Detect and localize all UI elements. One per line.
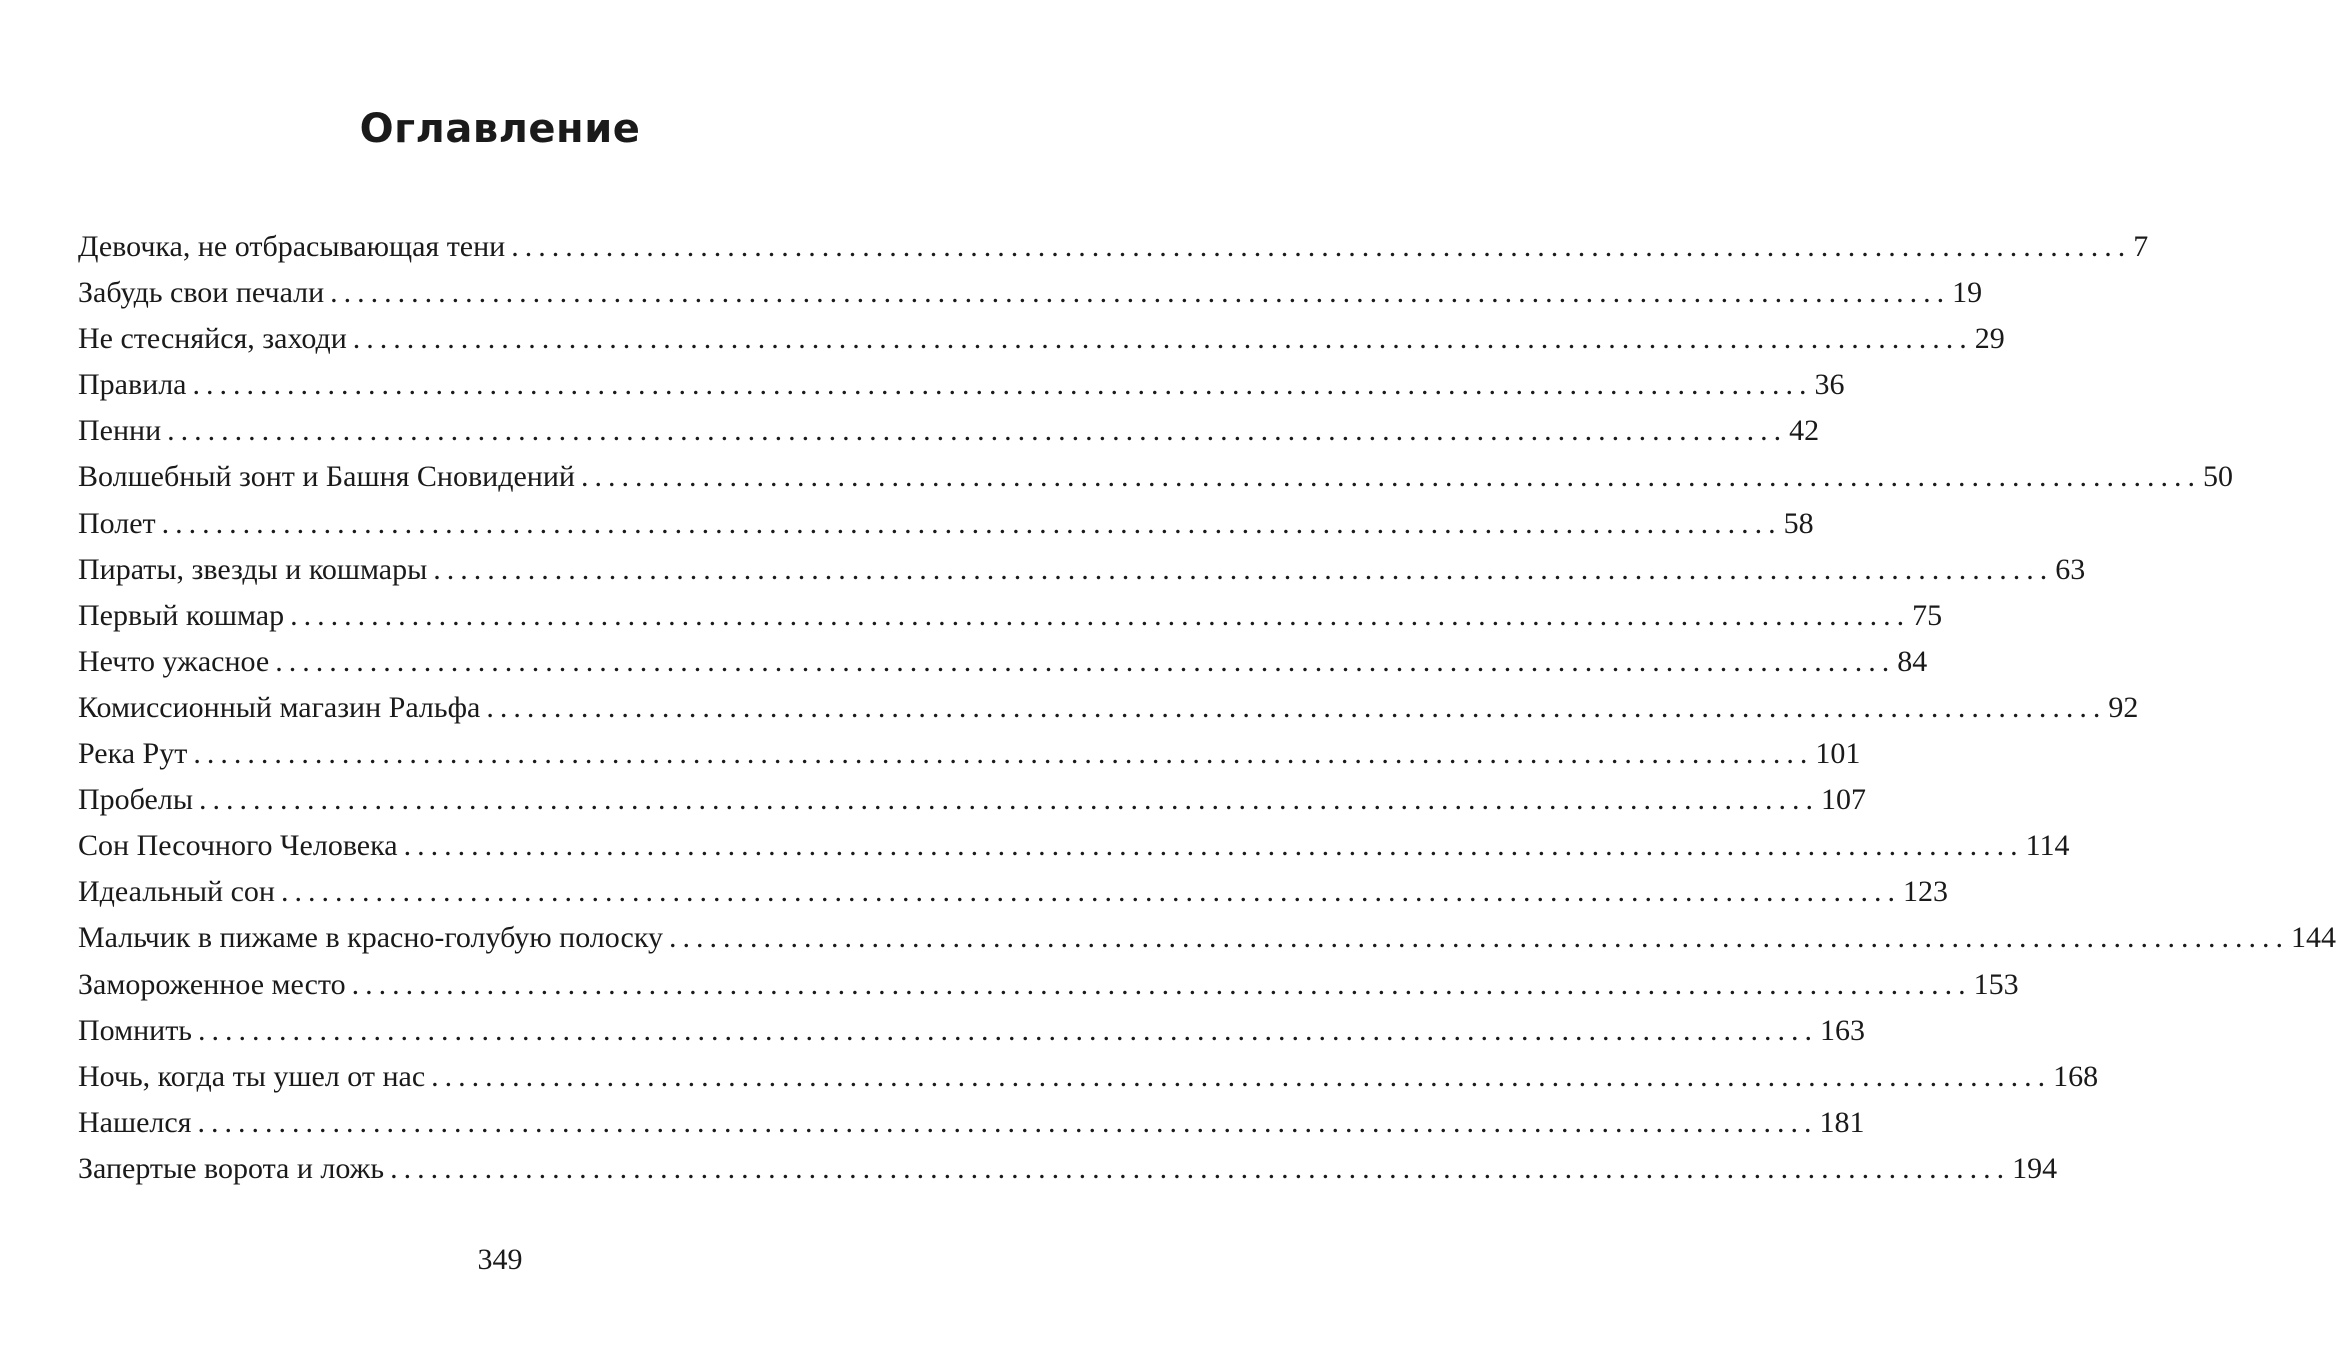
dot-leader: ........................................................................................................................ [351,967,1972,1001]
dot-leader: ........................................................................................................................ [390,1151,2011,1185]
dot-leader: ........................................................................................................................ [167,414,1788,448]
toc-entry-title: Комиссионный магазин Ральфа [78,690,481,724]
toc-entry-title: Первый кошмар [78,598,285,632]
toc-entry-page: 168 [2053,1059,2099,1093]
toc-entry-page: 107 [1820,783,1866,817]
dot-leader: ........................................................................................................................ [193,737,1814,771]
toc-entry-page: 19 [1952,276,1983,310]
toc-entry-title: Запертые ворота и ложь [78,1151,385,1185]
toc-entry [78,731,1861,777]
toc-entry [78,593,1943,639]
dot-leader: ........................................................................................................................ [197,1013,1818,1047]
page-number: 349 [477,1243,523,1276]
toc-entry-page: 123 [1902,875,1948,909]
dot-leader: ........................................................................................................................ [290,598,1911,632]
toc-entry-page: 163 [1819,1013,1865,1047]
toc-entry-page: 194 [2012,1151,2058,1185]
toc-entry-title: Мальчик в пижаме в красно-голубую полоску [78,921,663,955]
toc-entry [78,316,2005,362]
toc-entry [78,685,2139,731]
toc-entry-page: 75 [1912,598,1943,632]
dot-leader: ........................................................................................................................ [275,644,1896,678]
toc-entry-page: 92 [2108,690,2139,724]
toc-entry [78,547,2086,593]
toc-entry-title: Волшебный зонт и Башня Сновидений [78,460,575,494]
toc-entry-title: Идеальный сон [78,875,275,909]
dot-leader: ........................................................................................................................ [280,875,1901,909]
toc-entry-title: Пробелы [78,783,193,817]
toc-entry-page: 114 [2025,829,2070,863]
dot-leader: ........................................................................................................................ [403,829,2024,863]
toc-entry-page: 58 [1783,506,1814,540]
toc-entry-title: Нечто ужасное [78,644,270,678]
toc-entry [78,823,2070,869]
toc-entry-title: Забудь свои печали [78,276,325,310]
toc-entry-page: 101 [1815,737,1861,771]
toc-entry [78,777,1866,823]
toc-entry [78,915,2336,961]
toc-entry-page: 181 [1819,1105,1865,1139]
toc-entry [78,962,2019,1008]
dot-leader: ........................................................................................................................ [431,1059,2052,1093]
toc-entry [78,224,2149,270]
dot-leader: ........................................................................................................................ [197,1105,1818,1139]
toc-entry-page: 42 [1789,414,1820,448]
dot-leader: ........................................................................................................................ [669,921,2289,955]
toc-entry [78,362,1845,408]
dot-leader: ........................................................................................................................ [580,460,2201,494]
toc-entry [78,639,1928,685]
toc-entry-page: 36 [1814,368,1845,402]
toc-entry-title: Ночь, когда ты ушел от нас [78,1059,426,1093]
toc-entry-page: 63 [2055,552,2086,586]
toc-entry [78,454,2233,500]
toc-entry [78,408,1820,454]
toc-entry [78,1146,2058,1192]
toc-entry-title: Пенни [78,414,162,448]
dot-leader: ........................................................................................................................ [511,230,2132,263]
toc-entry-title: Река Рут [78,737,188,771]
toc-entry-title: Девочка, не отбрасывающая тени [78,230,506,263]
toc-entry-title: Не стесняйся, заходи [78,322,347,356]
dot-leader: ........................................................................................................................ [433,552,2054,586]
page-title: Оглавление [359,105,641,152]
dot-leader: ........................................................................................................................ [486,690,2107,724]
toc-entry-title: Пираты, звезды и кошмары [78,552,428,586]
dot-leader: ........................................................................................................................ [198,783,1819,817]
toc-entry-page: 29 [1974,322,2005,356]
table-of-contents [78,224,2336,1192]
dot-leader: ........................................................................................................................ [161,506,1782,540]
toc-entry-title: Замороженное место [78,967,346,1001]
toc-entry [78,270,1983,316]
toc-entry-page: 153 [1973,967,2019,1001]
toc-entry-title: Сон Песочного Человека [78,829,398,863]
toc-entry [78,1054,2099,1100]
toc-entry-page: 84 [1897,644,1928,678]
toc-entry-page: 7 [2133,230,2149,263]
dot-leader: ........................................................................................................................ [192,368,1813,402]
toc-entry-title: Полет [78,506,156,540]
toc-entry [78,1100,1865,1146]
toc-entry [78,869,1948,915]
toc-entry-title: Нашелся [78,1105,192,1139]
dot-leader: ........................................................................................................................ [352,322,1973,356]
toc-entry-title: Помнить [78,1013,192,1047]
toc-entry-title: Правила [78,368,187,402]
dot-leader: ........................................................................................................................ [330,276,1951,310]
toc-entry [78,1008,1865,1054]
toc-entry [78,501,1814,547]
toc-entry-page: 144 [2291,921,2336,955]
toc-entry-page: 50 [2202,460,2233,494]
